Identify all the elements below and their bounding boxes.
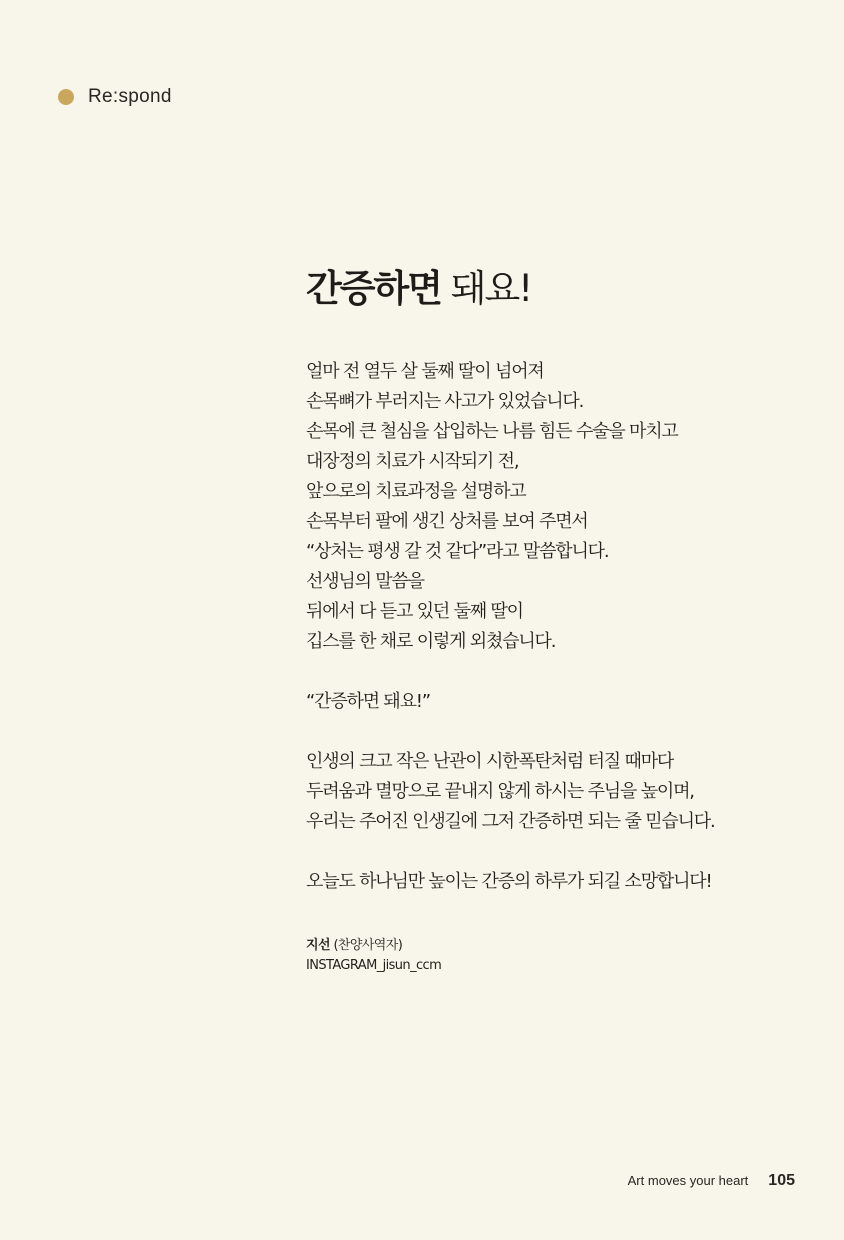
page-number: 105: [768, 1172, 795, 1189]
body-line: 오늘도 하나님만 높이는 간증의 하루가 되길 소망합니다!: [306, 871, 712, 892]
article-title-bold: 간증하면: [306, 267, 441, 310]
body-line: 우리는 주어진 인생길에 그저 간증하면 되는 줄 믿습니다.: [306, 811, 715, 832]
article-title: [306, 265, 531, 313]
body-line: 손목에 큰 철심을 삽입하는 나름 힘든 수술을 마치고: [306, 421, 678, 442]
author-block: [306, 936, 441, 976]
body-line: 선생님의 말씀을: [306, 571, 424, 592]
author-instagram: INSTAGRAM_jisun_ccm: [306, 958, 442, 973]
author-line: [306, 936, 441, 956]
paragraph: [306, 867, 806, 897]
section-tag: [58, 86, 172, 108]
article-title-rest: 돼요!: [440, 267, 532, 310]
body-line: “간증하면 돼요!”: [306, 691, 430, 712]
author-role: (찬양사역자): [329, 938, 403, 953]
page-footer: [628, 1172, 795, 1190]
paragraph: [306, 687, 806, 717]
body-line: “상처는 평생 갈 것 같다”라고 말씀합니다.: [306, 541, 609, 562]
body-line: 손목부터 팔에 생긴 상처를 보여 주면서: [306, 511, 588, 532]
body-line: 깁스를 한 채로 이렇게 외쳤습니다.: [306, 631, 556, 652]
body-line: 손목뼈가 부러지는 사고가 있었습니다.: [306, 391, 584, 412]
footer-tagline: Art moves your heart: [627, 1173, 749, 1188]
article-body: [306, 357, 806, 927]
body-line: 인생의 크고 작은 난관이 시한폭탄처럼 터질 때마다: [306, 751, 674, 772]
author-name: 지선: [306, 938, 330, 953]
body-line: 앞으로의 치료과정을 설명하고: [306, 481, 526, 502]
paragraph: [306, 357, 806, 657]
body-line: 뒤에서 다 듣고 있던 둘째 딸이: [306, 601, 523, 622]
body-line: 대장정의 치료가 시작되기 전,: [306, 451, 519, 472]
section-label: Re:spond: [88, 86, 172, 107]
paragraph: [306, 747, 806, 837]
body-line: 두려움과 멸망으로 끝내지 않게 하시는 주님을 높이며,: [306, 781, 694, 802]
body-line: 얼마 전 열두 살 둘째 딸이 넘어져: [306, 361, 544, 382]
section-dot-icon: [58, 89, 74, 105]
